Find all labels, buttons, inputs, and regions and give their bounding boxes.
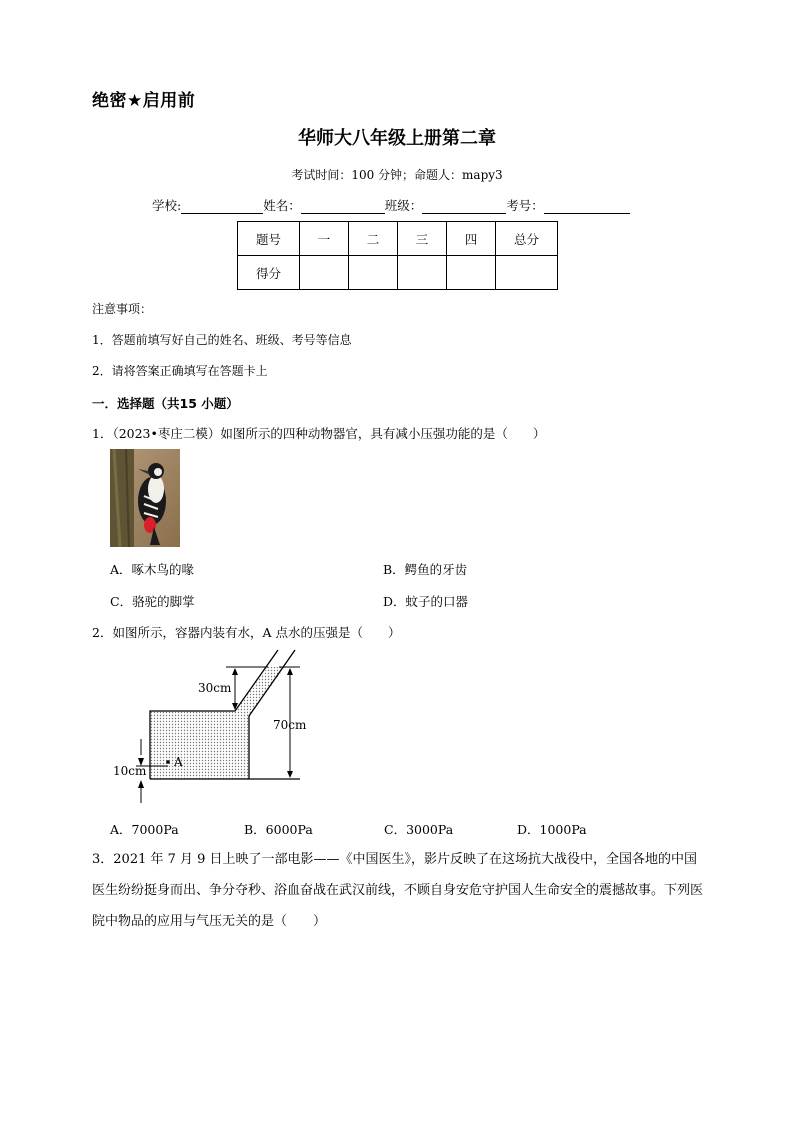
score-header-cell: 四 [447,222,496,256]
name-field[interactable] [301,199,385,214]
question-stem: 3．2021 年 7 月 9 日上映了一部电影——《中国医生》，影片反映了在这场抗大战役中，全国各地的中国医生纷纷挺身而出、争分夺秒、浴血奋战在武汉前线，不顾自身安危守护国人生命安全的震撼故事。下列医院中物品的应用与气压无关的是（ ） [92,852,704,929]
score-cell[interactable] [398,256,447,290]
dim-70cm: 70cm [273,718,307,732]
score-table-score-row [238,256,558,290]
question-stem: 1．（2023•枣庄二模）如图所示的四种动物器官，具有减小压强功能的是（ ） [92,426,546,441]
woodpecker-image [110,449,180,547]
score-table [237,221,558,290]
note-item: 1．答题前填写好自己的姓名、班级、考号等信息 [92,333,352,347]
container-figure [108,645,318,810]
notes-heading: 注意事项： [92,302,153,316]
score-table-header-row [238,222,558,256]
confidential-label: 绝密★启用前 [92,91,196,111]
point-a-label: A [174,755,183,769]
score-header-cell: 二 [349,222,398,256]
score-header-cell: 一 [300,222,349,256]
name-label: 姓名： [263,198,301,213]
school-label: 学校: [152,198,182,213]
score-header-cell: 三 [398,222,447,256]
exam-no-label: 考号： [506,198,544,213]
option-d[interactable]: D．1000Pa [517,822,587,837]
dim-30cm: 30cm [198,681,232,695]
option-c[interactable]: C．3000Pa [384,822,454,837]
option-d[interactable]: D．蚊子的口器 [383,594,469,609]
student-info-line [152,196,630,214]
class-label: 班级： [384,198,423,213]
option-b[interactable]: B．鳄鱼的牙齿 [383,562,468,577]
score-cell[interactable] [300,256,349,290]
page-title: 华师大八年级上册第二章 [298,128,496,149]
section-title: 一．选择题（共15 小题） [92,396,239,411]
option-c[interactable]: C．骆驼的脚掌 [110,594,195,609]
score-cell[interactable] [496,256,558,290]
score-cell[interactable] [447,256,496,290]
note-item: 2．请将答案正确填写在答题卡上 [92,364,268,378]
score-header-cell: 总分 [496,222,558,256]
school-field[interactable] [181,199,263,214]
option-b[interactable]: B．6000Pa [244,822,313,837]
point-a-marker [166,760,170,764]
option-a[interactable]: A．7000Pa [110,822,179,837]
class-field[interactable] [422,199,506,214]
score-header-cell: 题号 [238,222,300,256]
exam-no-field[interactable] [544,199,630,214]
exam-meta: 考试时间：100 分钟；命题人：mapy3 [291,168,503,182]
score-cell[interactable] [349,256,398,290]
question-stem: 2．如图所示，容器内装有水，A 点水的压强是（ ） [92,625,401,640]
dim-10cm: 10cm [113,764,147,778]
score-row-label: 得分 [238,256,300,290]
option-a[interactable]: A．啄木鸟的喙 [110,562,195,577]
